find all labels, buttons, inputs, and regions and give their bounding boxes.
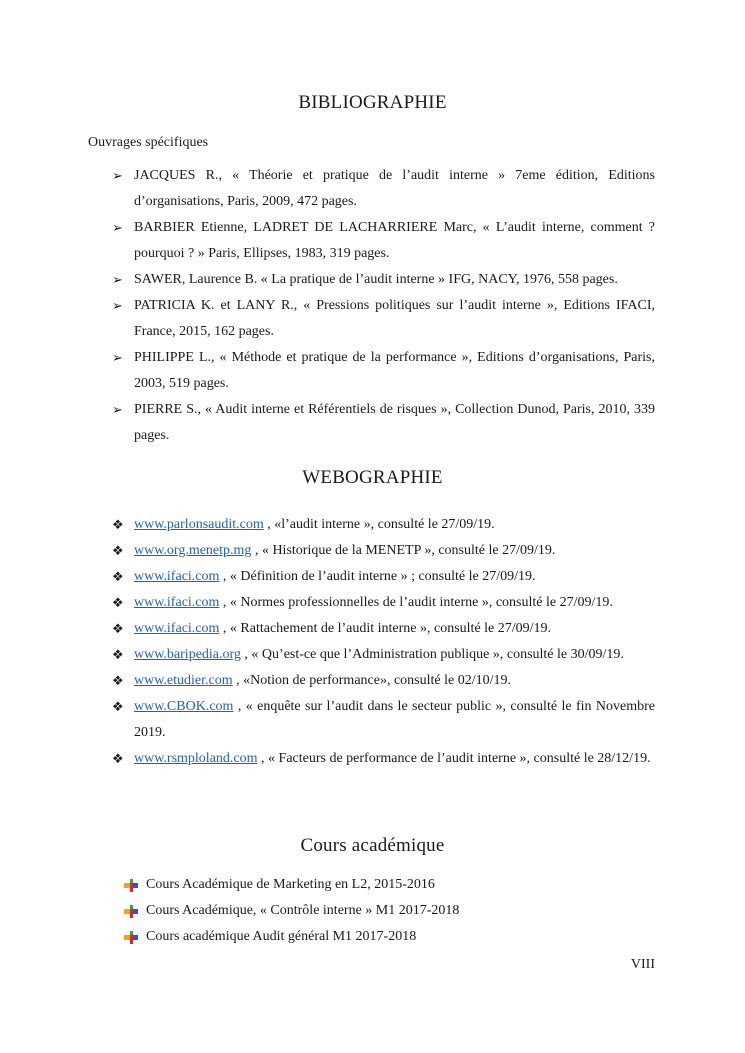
diamond-bullet-icon: ❖	[112, 751, 124, 766]
bibliography-item: ➢ JACQUES R., « Théorie et pratique de l’audit interne » 7eme édition, Editions d’organisations, Paris, 2009, 472 pages.	[0, 163, 745, 215]
bibliography-list	[0, 163, 745, 449]
webography-link[interactable]: www.baripedia.org	[134, 647, 241, 662]
bullet-part-top	[130, 905, 133, 909]
arrowhead-bullet-icon: ➢	[112, 402, 123, 417]
course-item: Cours académique Audit général M1 2017-2018	[0, 924, 745, 950]
webography-item: ❖ www.baripedia.org , « Qu’est-ce que l’Administration publique », consulté le 30/09/19.	[0, 642, 745, 668]
webography-item: ❖ www.ifaci.com , « Rattachement de l’audit interne », consulté le 27/09/19.	[0, 616, 745, 642]
bibliography-item: ➢ SAWER, Laurence B. « La pratique de l’audit interne » IFG, NACY, 1976, 558 pages.	[0, 267, 745, 293]
courses-list	[0, 872, 745, 950]
bullet-part-left	[124, 909, 130, 914]
webography-link[interactable]: www.rsmploland.com	[134, 751, 258, 766]
bullet-part-bottom	[130, 888, 133, 892]
webography-item: ❖ www.etudier.com , «Notion de performance», consulté le 02/10/19.	[0, 668, 745, 694]
webography-item: ❖ www.parlonsaudit.com , «l’audit interne », consulté le 27/09/19.	[0, 512, 745, 538]
course-item: Cours Académique de Marketing en L2, 2015-2016	[0, 872, 745, 898]
colored-square-bullet-icon	[124, 905, 138, 918]
arrowhead-bullet-icon: ➢	[112, 298, 123, 313]
bullet-part-top	[130, 931, 133, 935]
arrowhead-bullet-icon: ➢	[112, 220, 123, 235]
diamond-bullet-icon: ❖	[112, 673, 124, 688]
diamond-bullet-icon: ❖	[112, 699, 124, 714]
bullet-part-bottom	[130, 914, 133, 918]
courses-title: Cours académique	[300, 835, 445, 856]
bibliography-item: ➢ PATRICIA K. et LANY R., « Pressions politiques sur l’audit interne », Editions IFACI, France, 2015, 162 pages.	[0, 293, 745, 345]
bullet-part-right	[133, 935, 138, 940]
webography-link[interactable]: www.parlonsaudit.com	[134, 517, 264, 532]
bibliography-subtitle: Ouvrages spécifiques	[88, 135, 209, 150]
arrowhead-bullet-icon: ➢	[112, 350, 123, 365]
webography-item: ❖ www.rsmploland.com , « Facteurs de performance de l’audit interne », consulté le 28/12/19.	[0, 746, 745, 772]
arrowhead-bullet-icon: ➢	[112, 272, 123, 287]
bullet-part-top	[130, 879, 133, 883]
diamond-bullet-icon: ❖	[112, 595, 124, 610]
webography-item: ❖ www.ifaci.com , « Normes professionnelles de l’audit interne », consulté le 27/09/19.	[0, 590, 745, 616]
webography-title: WEBOGRAPHIE	[302, 467, 443, 488]
bullet-part-center	[130, 935, 133, 940]
bibliography-title: BIBLIOGRAPHIE	[298, 92, 447, 113]
arrowhead-bullet-icon: ➢	[112, 168, 123, 183]
bullet-part-right	[133, 909, 138, 914]
page-number: VIII	[630, 957, 655, 972]
diamond-bullet-icon: ❖	[112, 517, 124, 532]
bullet-part-center	[130, 909, 133, 914]
webography-list	[0, 512, 745, 772]
webography-item: ❖ www.ifaci.com , « Définition de l’audit interne » ; consulté le 27/09/19.	[0, 564, 745, 590]
diamond-bullet-icon: ❖	[112, 621, 124, 636]
webography-link[interactable]: www.org.menetp.mg	[134, 543, 252, 558]
webography-item: ❖ www.org.menetp.mg , « Historique de la MENETP », consulté le 27/09/19.	[0, 538, 745, 564]
colored-square-bullet-icon	[124, 879, 138, 892]
bullet-part-bottom	[130, 940, 133, 944]
webography-link[interactable]: www.ifaci.com	[134, 595, 220, 610]
bibliography-item: ➢ PIERRE S., « Audit interne et Référentiels de risques », Collection Dunod, Paris, 2010, 339 pages.	[0, 397, 745, 449]
diamond-bullet-icon: ❖	[112, 569, 124, 584]
webography-item: ❖ www.CBOK.com , « enquête sur l’audit dans le secteur public », consulté le fin Novembre 2019.	[0, 694, 745, 746]
bullet-part-center	[130, 883, 133, 888]
bibliography-item: ➢ BARBIER Etienne, LADRET DE LACHARRIERE Marc, « L’audit interne, comment ? pourquoi ? » Paris, Ellipses, 1983, 319 pages.	[0, 215, 745, 267]
diamond-bullet-icon: ❖	[112, 647, 124, 662]
bullet-part-left	[124, 883, 130, 888]
webography-link[interactable]: www.etudier.com	[134, 673, 233, 688]
colored-square-bullet-icon	[124, 931, 138, 944]
webography-link[interactable]: www.ifaci.com	[134, 569, 220, 584]
bullet-part-right	[133, 883, 138, 888]
bullet-part-left	[124, 935, 130, 940]
course-item: Cours Académique, « Contrôle interne » M1 2017-2018	[0, 898, 745, 924]
bibliography-item: ➢ PHILIPPE L., « Méthode et pratique de la performance », Editions d’organisations, Paris, 2003, 519 pages.	[0, 345, 745, 397]
diamond-bullet-icon: ❖	[112, 543, 124, 558]
webography-link[interactable]: www.ifaci.com	[134, 621, 220, 636]
webography-link[interactable]: www.CBOK.com	[134, 699, 234, 714]
